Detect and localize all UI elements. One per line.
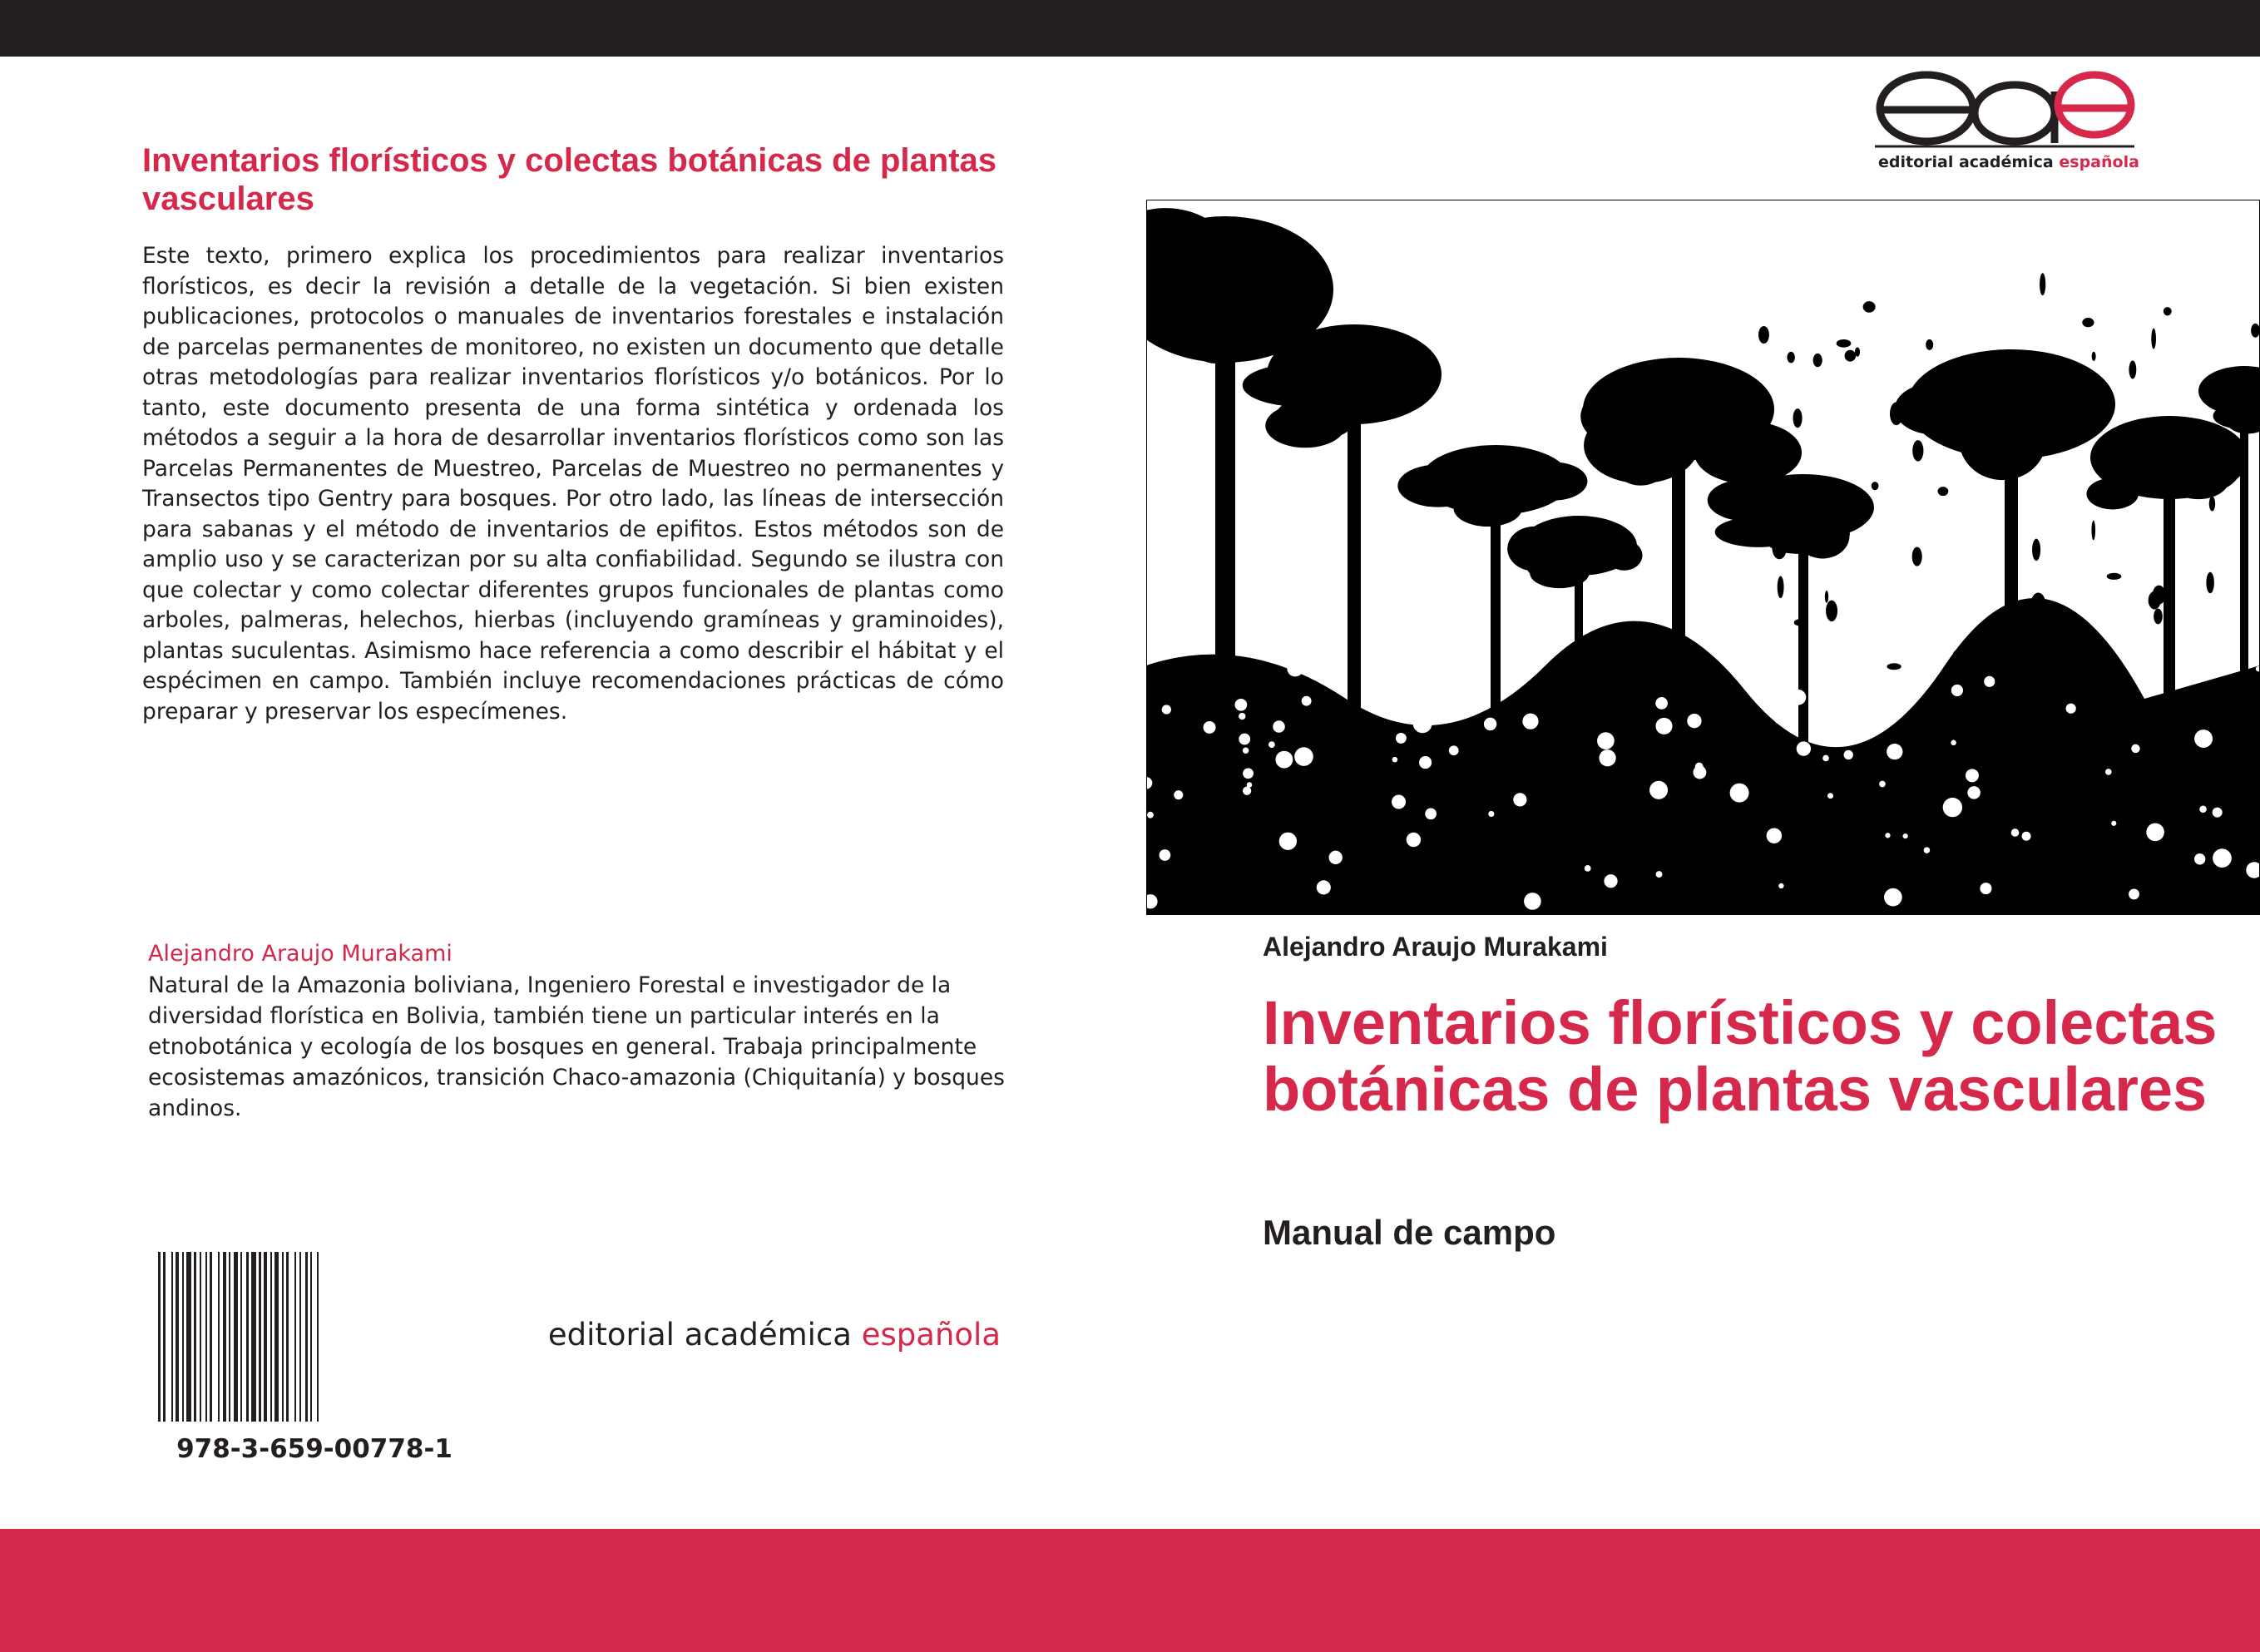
back-cover-title: Inventarios florísticos y colectas botánicas de plantas vasculares [142, 142, 997, 217]
eae-logo-icon [1872, 67, 2138, 153]
publisher-name-part1: editorial académica [547, 1317, 852, 1353]
forest-silhouette-icon [1146, 200, 2260, 915]
front-cover-author: Alejandro Araujo Murakami [1263, 932, 1608, 962]
bottom-accent-band [0, 1529, 2260, 1652]
publisher-name-part2: española [861, 1317, 1001, 1353]
top-dark-band [0, 0, 2260, 57]
author-bio-text: Natural de la Amazonia boliviana, Ingeniero Forestal e investigador de la diversidad florística en Bolivia, también tiene un particular interés en la etnobotánica y ecología de los bosques en general. Trabaja principalmente ecosistemas amazónicos, transición Chaco-amazonia (Chiquitanía) y bosques andinos. [148, 972, 1005, 1121]
author-bio-name: Alejandro Araujo Murakami [148, 941, 452, 967]
logo-text [1878, 151, 2139, 173]
barcode-icon [158, 1252, 471, 1422]
back-publisher-name [535, 1316, 1001, 1354]
logo-text-part1: editorial académica [1878, 153, 2054, 171]
publisher-logo [1872, 67, 2138, 176]
back-cover-blurb: Este texto, primero explica los procedimientos para realizar inventarios florísticos, es decir la revisión a detalle de la vegetación. Si bien existen publicaciones, protocolos o manuales de inventarios forestales e instalación de parcelas permanentes de monitoreo, no existen un documento que detalle otras metodologías para realizar inventarios florísticos y/o botánicos. Por lo tanto, este documento presenta de una forma sintética y ordenada los métodos a seguir a la hora de desarrollar inventarios florísticos como son las Parcelas Permanentes de Muestreo, Parcelas de Muestreo no permanentes y Transectos tipo Gentry para bosques. Por otro lado, las líneas de intersección para sabanas y el método de inventarios de epifitos. Estos métodos son de amplio uso y se caracterizan por su alta confiabilidad. Segundo se ilustra con que colectar y como colectar diferentes grupos funcionales de plantas como arboles, palmeras, helechos, hierbas (incluyendo gramíneas y graminoides), plantas suculentas. Asimismo hace referencia a como describir el hábitat y el espécimen en campo. También incluye recomendaciones prácticas de cómo preparar y preservar los especímenes. [142, 243, 1004, 725]
isbn-number: 978-3-659-00778-1 [176, 1434, 452, 1464]
front-cover-subtitle: Manual de campo [1263, 1213, 1556, 1252]
front-cover-title: Inventarios florísticos y colectas botánicas de plantas vasculares [1263, 988, 2218, 1124]
logo-text-part2: española [2059, 153, 2139, 171]
